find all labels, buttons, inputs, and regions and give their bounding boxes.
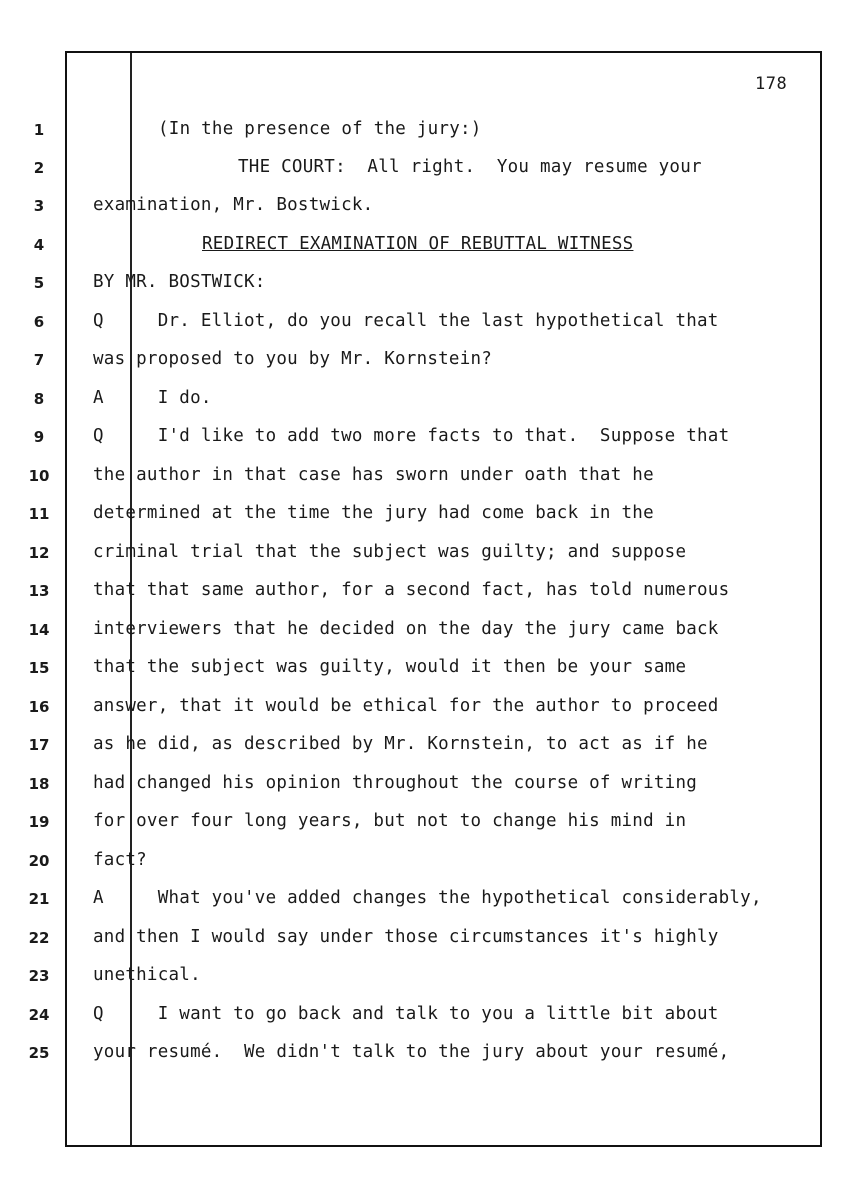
line-number: 9 — [33, 428, 45, 446]
transcript-line: the author in that case has sworn under oath that he — [93, 465, 654, 485]
line-number: 4 — [33, 236, 45, 254]
line-number: 12 — [28, 544, 50, 562]
transcript-line: as he did, as described by Mr. Kornstein, to act as if he — [93, 734, 708, 754]
transcript-line: and then I would say under those circumstances it's highly — [93, 927, 719, 947]
transcript-line: A I do. — [93, 388, 212, 408]
line-number: 25 — [28, 1044, 50, 1062]
transcript-line: BY MR. BOSTWICK: — [93, 272, 266, 292]
transcript-line: determined at the time the jury had come back in the — [93, 503, 654, 523]
line-number: 5 — [33, 274, 45, 292]
transcript-line: interviewers that he decided on the day the jury came back — [93, 619, 719, 639]
transcript-line: that the subject was guilty, would it then be your same — [93, 657, 687, 677]
line-number: 8 — [33, 390, 45, 408]
line-number: 22 — [28, 929, 50, 947]
line-number: 13 — [28, 582, 50, 600]
transcript-line: was proposed to you by Mr. Kornstein? — [93, 349, 493, 369]
line-number: 2 — [33, 159, 45, 177]
transcript-line: that that same author, for a second fact, has told numerous — [93, 580, 730, 600]
line-number: 20 — [28, 852, 50, 870]
line-number: 1 — [33, 121, 45, 139]
transcript-line: fact? — [93, 850, 147, 870]
transcript-line: Q Dr. Elliot, do you recall the last hypothetical that — [93, 311, 719, 331]
page-number: 178 — [755, 74, 788, 94]
line-number: 21 — [28, 890, 50, 908]
line-number: 14 — [28, 621, 50, 639]
line-number: 19 — [28, 813, 50, 831]
line-number: 23 — [28, 967, 50, 985]
transcript-line: Q I'd like to add two more facts to that. Suppose that — [93, 426, 730, 446]
transcript-line: unethical. — [93, 965, 201, 985]
line-number: 7 — [33, 351, 45, 369]
line-number: 6 — [33, 313, 45, 331]
section-heading: REDIRECT EXAMINATION OF REBUTTAL WITNESS — [202, 234, 634, 254]
transcript-line: your resumé. We didn't talk to the jury about your resumé, — [93, 1042, 730, 1062]
transcript-line: answer, that it would be ethical for the author to proceed — [93, 696, 719, 716]
transcript-line: had changed his opinion throughout the course of writing — [93, 773, 698, 793]
transcript-line: (In the presence of the jury:) — [158, 119, 482, 139]
transcript-line: THE COURT: All right. You may resume your — [238, 157, 702, 177]
transcript-line: for over four long years, but not to change his mind in — [93, 811, 687, 831]
transcript-line: A What you've added changes the hypothetical considerably, — [93, 888, 762, 908]
line-number: 24 — [28, 1006, 50, 1024]
line-number: 11 — [28, 505, 50, 523]
line-number: 16 — [28, 698, 50, 716]
transcript-line: examination, Mr. Bostwick. — [93, 195, 374, 215]
line-number: 3 — [33, 197, 45, 215]
transcript-line: criminal trial that the subject was guilty; and suppose — [93, 542, 687, 562]
transcript-line: Q I want to go back and talk to you a little bit about — [93, 1004, 719, 1024]
line-number: 17 — [28, 736, 50, 754]
line-number: 10 — [28, 467, 50, 485]
line-number: 15 — [28, 659, 50, 677]
line-number: 18 — [28, 775, 50, 793]
